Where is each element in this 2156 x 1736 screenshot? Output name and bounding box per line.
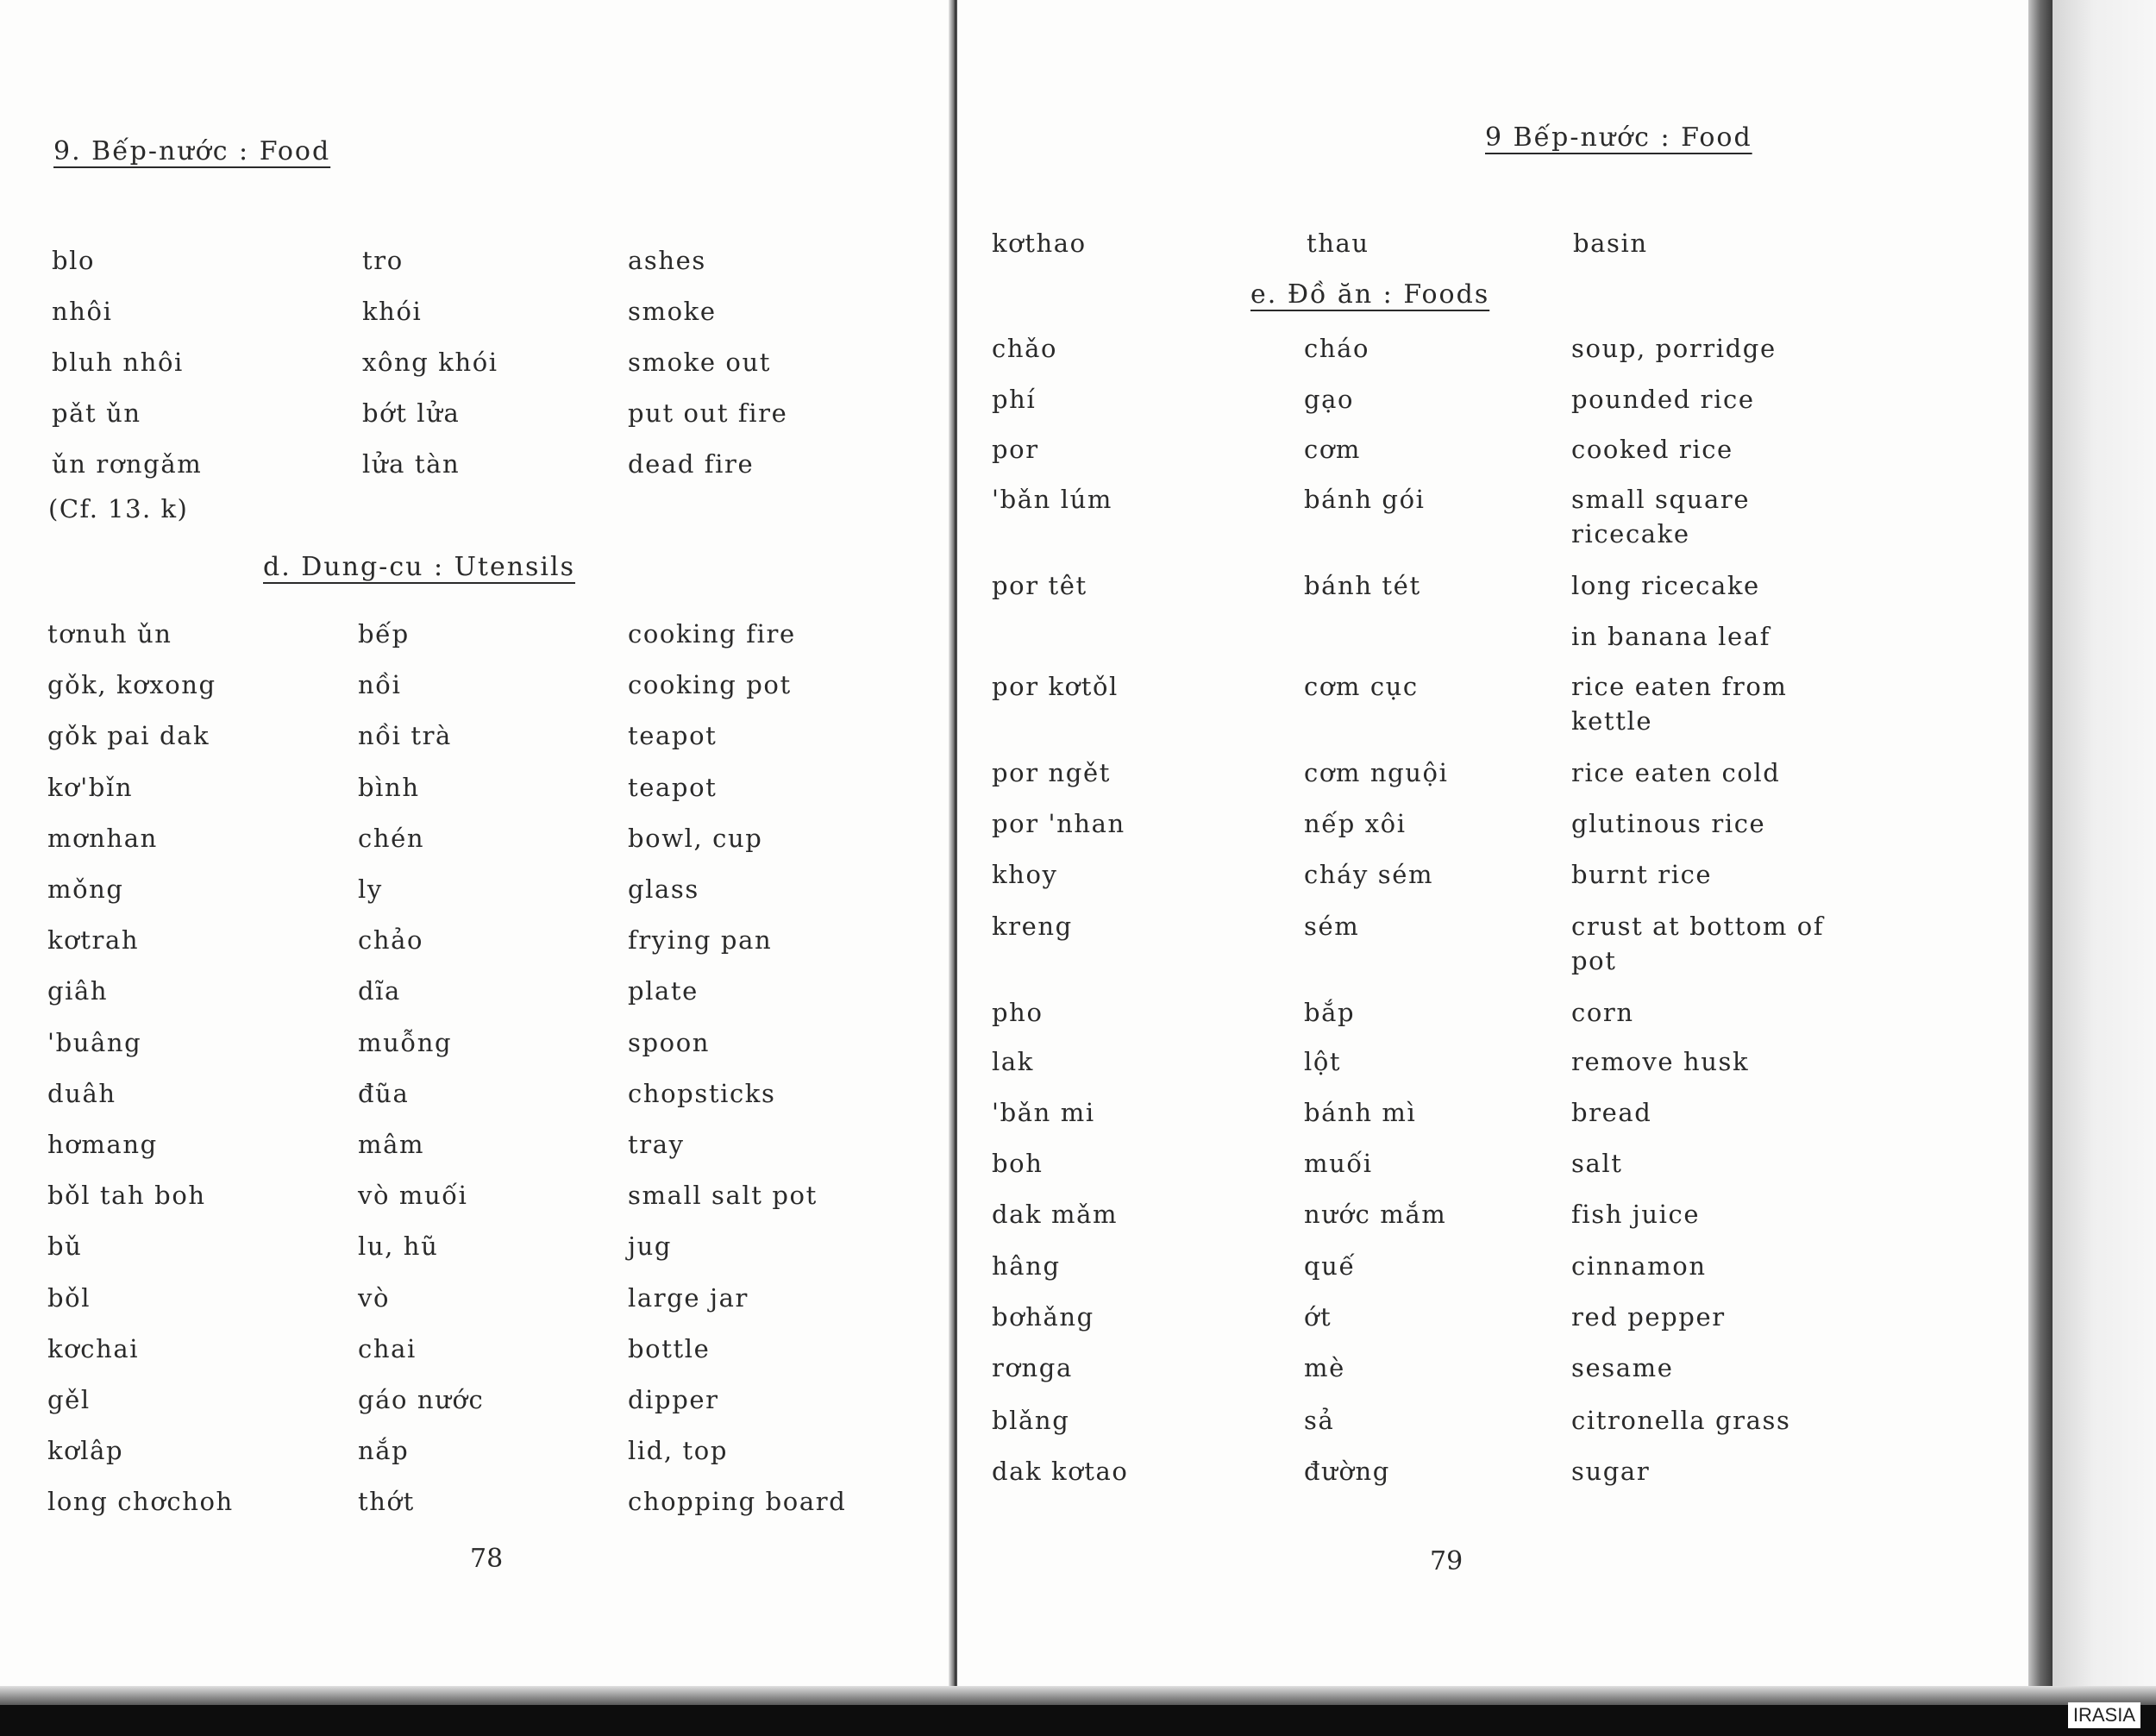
- entry-english: cooking fire: [628, 619, 796, 649]
- entry-term: 'bǎn lúm: [992, 485, 1112, 514]
- entry-english: salt: [1571, 1149, 1623, 1178]
- entry-english: bottle: [628, 1333, 711, 1363]
- entry-vietnamese: vò muối: [358, 1181, 468, 1211]
- entry-vietnamese: cơm cục: [1304, 672, 1419, 701]
- entry-english: crust at bottom of pot: [1571, 912, 1825, 975]
- entry-vietnamese: chảo: [358, 925, 424, 956]
- entry-term: chǎo: [992, 334, 1058, 363]
- entry-english: teapot: [628, 721, 718, 751]
- entry-term: kơ'bǐn: [47, 772, 134, 802]
- entry-vietnamese: nồi: [358, 670, 402, 700]
- entry-vietnamese: muối: [1304, 1149, 1373, 1178]
- entry-vietnamese: cơm: [1304, 435, 1362, 464]
- entry-vietnamese: bớt lửa: [362, 398, 461, 428]
- entry-vietnamese: dĩa: [358, 976, 401, 1006]
- entry-term: 'buâng: [47, 1027, 142, 1057]
- entry-vietnamese: gạo: [1304, 385, 1355, 414]
- entry-term: blo: [52, 246, 96, 275]
- left-page-header: 9. Bếp-nước : Food: [53, 136, 331, 166]
- entry-vietnamese: mè: [1304, 1353, 1345, 1382]
- entry-vietnamese: nước mắm: [1304, 1200, 1447, 1229]
- entry-term: bǒl: [47, 1282, 91, 1313]
- entry-term: bơhǎng: [992, 1302, 1094, 1332]
- entry-term: bluh nhôi: [52, 348, 184, 377]
- entry-term: tơnuh ǔn: [47, 619, 172, 649]
- entry-vietnamese: lột: [1304, 1047, 1342, 1076]
- page-number-left: 78: [470, 1544, 504, 1574]
- entry-vietnamese: bình: [358, 772, 420, 802]
- entry-english: sesame: [1571, 1353, 1674, 1382]
- entry-english: soup, porridge: [1571, 334, 1777, 363]
- entry-english: cooked rice: [1571, 435, 1733, 464]
- entry-english: burnt rice: [1571, 860, 1713, 889]
- entry-english: rice eaten cold: [1571, 758, 1781, 787]
- entry-english: small salt pot: [628, 1181, 818, 1211]
- entry-english: pounded rice: [1571, 385, 1755, 414]
- entry-term: ǔn rơngǎm: [52, 449, 203, 479]
- entry-term: gěl: [47, 1385, 91, 1414]
- entry-term: kơlâp: [47, 1436, 124, 1466]
- entry-term: kơthao: [992, 229, 1087, 258]
- entry-english: chopping board: [628, 1487, 847, 1517]
- entry-english: cooking pot: [628, 670, 792, 700]
- entry-vietnamese: bánh tét: [1304, 571, 1421, 600]
- entry-term: bǒl tah boh: [47, 1181, 206, 1211]
- entry-row: [957, 669, 1854, 738]
- entry-vietnamese: sém: [1304, 912, 1360, 941]
- entry-vietnamese: bánh mì: [1304, 1098, 1417, 1127]
- entry-vietnamese: vò: [358, 1282, 391, 1313]
- entry-term: gǒk pai dak: [47, 721, 210, 751]
- utensils-subheader: d. Dung-cu : Utensils: [263, 552, 576, 582]
- entry-vietnamese: muỗng: [358, 1027, 453, 1057]
- entry-english: teapot: [628, 772, 718, 802]
- entry-english: plate: [628, 976, 699, 1006]
- entry-vietnamese: nồi trà: [358, 721, 452, 751]
- entry-term: dak kơtao: [992, 1457, 1129, 1486]
- entry-vietnamese: cháo: [1304, 334, 1370, 363]
- entry-term: por têt: [992, 571, 1087, 600]
- entry-vietnamese: lu, hũ: [358, 1231, 439, 1262]
- entry-term: giâh: [47, 976, 109, 1006]
- entry-vietnamese: ly: [358, 874, 383, 904]
- entry-row: [957, 482, 1854, 551]
- foods-subheader: e. Đồ ăn : Foods: [1250, 279, 1490, 310]
- entry-term: kreng: [992, 912, 1073, 941]
- entry-vietnamese: bắp: [1304, 998, 1356, 1027]
- entry-row: [957, 909, 1854, 978]
- entry-english: frying pan: [628, 925, 773, 956]
- entry-english: remove husk: [1571, 1047, 1750, 1076]
- entry-english: glass: [628, 874, 699, 904]
- watermark: IRASIA: [2068, 1702, 2140, 1728]
- entry-english: chopsticks: [628, 1078, 776, 1108]
- entry-english: fish juice: [1571, 1200, 1701, 1229]
- entry-vietnamese: thớt: [358, 1487, 415, 1517]
- entry-vietnamese: ớt: [1304, 1302, 1332, 1332]
- entry-term: por ngět: [992, 758, 1111, 787]
- entry-term: hơmang: [47, 1130, 158, 1159]
- entry-term: kơtrah: [47, 925, 140, 956]
- entry-vietnamese: nếp xôi: [1304, 809, 1407, 838]
- entry-english: large jar: [628, 1282, 749, 1313]
- entry-term: nhôi: [52, 297, 113, 326]
- entry-vietnamese: bánh gói: [1304, 485, 1426, 514]
- entry-term: por 'nhan: [992, 809, 1125, 838]
- right-page: [957, 0, 2046, 1703]
- entry-term: bǔ: [47, 1231, 83, 1262]
- entry-english: glutinous rice: [1571, 809, 1766, 838]
- entry-term: long chơchoh: [47, 1487, 234, 1517]
- entry-english: citronella grass: [1571, 1406, 1791, 1435]
- entry-english: smoke out: [628, 348, 771, 377]
- entry-vietnamese: nắp: [358, 1436, 410, 1466]
- entry-english: rice eaten from kettle: [1571, 672, 1788, 736]
- entry-term: rơnga: [992, 1353, 1073, 1382]
- entry-english: basin: [1573, 229, 1648, 258]
- entry-term: por: [992, 435, 1039, 464]
- entry-english: put out fire: [628, 398, 788, 428]
- entry-english: spoon: [628, 1027, 711, 1057]
- entry-english: dipper: [628, 1385, 719, 1414]
- entry-row: [0, 1484, 897, 1553]
- entry-vietnamese: gáo nước: [358, 1385, 485, 1414]
- entry-english: jug: [628, 1231, 673, 1262]
- scan-border: [0, 1705, 2156, 1736]
- entry-english: lid, top: [628, 1436, 729, 1466]
- entry-english: tray: [628, 1130, 685, 1159]
- entry-term: mǒng: [47, 874, 124, 904]
- entry-vietnamese: khói: [362, 297, 423, 326]
- entry-english: dead fire: [628, 449, 755, 479]
- entry-english: smoke: [628, 297, 717, 326]
- entry-english: bowl, cup: [628, 823, 763, 853]
- entry-vietnamese: lửa tàn: [362, 449, 461, 479]
- entry-vietnamese: cơm nguội: [1304, 758, 1449, 787]
- entry-english: small square ricecake: [1571, 485, 1751, 548]
- left-page: [0, 0, 952, 1703]
- entry-english: sugar: [1571, 1457, 1651, 1486]
- entry-term: duâh: [47, 1078, 116, 1108]
- entry-term: por kơtǒl: [992, 672, 1119, 701]
- book-spine-shadow: [2028, 0, 2053, 1703]
- entry-term: phí: [992, 385, 1037, 414]
- entry-term: blǎng: [992, 1406, 1070, 1435]
- entry-term: hâng: [992, 1251, 1061, 1281]
- entry-vietnamese: quế: [1304, 1251, 1356, 1281]
- entry-term: khoy: [992, 860, 1058, 889]
- entry-vietnamese: tro: [362, 246, 404, 275]
- entry-term: mơnhan: [47, 823, 158, 853]
- entry-vietnamese: cháy sém: [1304, 860, 1434, 889]
- cf-note: (Cf. 13. k): [48, 494, 189, 523]
- entry-vietnamese: xông khói: [362, 348, 498, 377]
- entry-term: boh: [992, 1149, 1044, 1178]
- entry-vietnamese: mâm: [358, 1130, 425, 1159]
- entry-english: corn: [1571, 998, 1634, 1027]
- entry-english: ashes: [628, 246, 706, 275]
- entry-english: long ricecake: [1571, 571, 1760, 600]
- entry-term: 'bǎn mi: [992, 1098, 1095, 1127]
- book-page-edge: [2053, 0, 2156, 1703]
- entry-term: dak mǎm: [992, 1200, 1119, 1229]
- entry-term: pǎt ǔn: [52, 398, 141, 428]
- right-page-header: 9 Bếp-nước : Food: [1485, 122, 1752, 153]
- entry-row: [957, 1454, 1854, 1523]
- entry-vietnamese: chén: [358, 823, 425, 853]
- entry-vietnamese: sả: [1304, 1406, 1335, 1435]
- scan-bottom-edge: [0, 1686, 2156, 1705]
- entry-term: lak: [992, 1047, 1034, 1076]
- entry-english: red pepper: [1571, 1302, 1726, 1332]
- entry-english: cinnamon: [1571, 1251, 1707, 1281]
- entry-vietnamese: đường: [1304, 1457, 1390, 1486]
- entry-vietnamese: thau: [1307, 229, 1369, 258]
- entry-term: gǒk, kơxong: [47, 670, 216, 700]
- page-number-right: 79: [1430, 1546, 1463, 1576]
- entry-vietnamese: chai: [358, 1333, 417, 1363]
- entry-english: bread: [1571, 1098, 1652, 1127]
- entry-vietnamese: bếp: [358, 619, 410, 649]
- entry-term: kơchai: [47, 1333, 140, 1363]
- entry-english: in banana leaf: [1571, 622, 1771, 651]
- entry-vietnamese: đũa: [358, 1078, 410, 1108]
- entry-term: pho: [992, 998, 1044, 1027]
